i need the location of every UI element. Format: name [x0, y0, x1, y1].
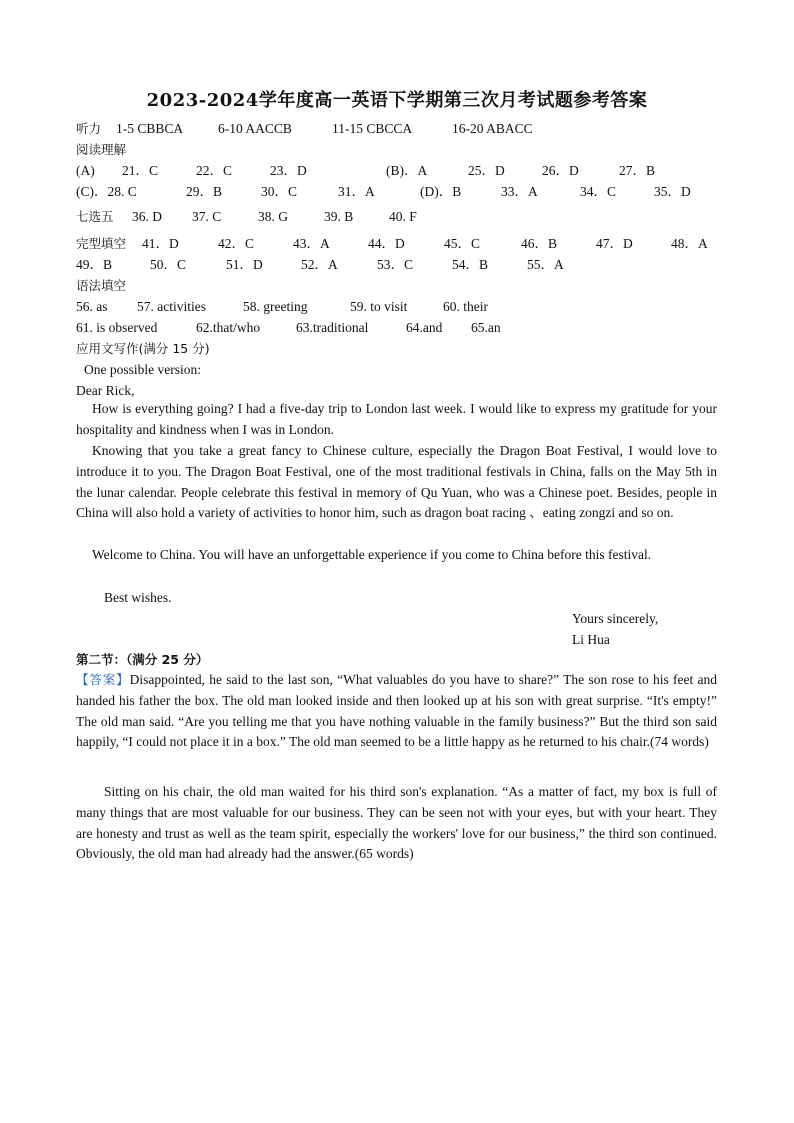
cloze-answer: 44．D: [368, 236, 405, 251]
grammar-answer: 60. their: [443, 299, 488, 314]
reading-answer: 25．D: [468, 163, 505, 178]
reading-answer: (C)．28. C: [76, 184, 137, 199]
grammar-label: 语法填空: [76, 278, 127, 293]
letter-signature: Li Hua: [572, 632, 610, 647]
continuation-paragraph-2: Sitting on his chair, the old man waited for his third son's explanation. “As a matter of fact, my box is full of many things that are most valuable for our business. They can be seen not with your eyes, but with your heart. They are honesty and trust as well as the team spirit, especially the workers' love for our business,” the third son continued. Obviously, the old man had already had the answer.(65 words): [76, 784, 717, 862]
seven-five-answer: 40. F: [389, 209, 417, 224]
reading-answer: 29．B: [186, 184, 223, 199]
reading-answer: 21．C: [122, 163, 159, 178]
cloze-answer: 55．A: [527, 257, 564, 272]
listening-group-1: 1-5 CBBCA: [116, 121, 184, 136]
page-title: 2023-2024学年度高一英语下学期第三次月考试题参考答案: [146, 90, 648, 111]
letter-closing: Yours sincerely,: [572, 611, 659, 626]
reading-answer: 35．D: [654, 184, 691, 199]
grammar-answer: 57. activities: [137, 299, 206, 314]
cloze-answer: 49．B: [76, 257, 113, 272]
cloze-answer: 47．D: [596, 236, 633, 251]
seven-five-label: 七选五: [76, 209, 114, 224]
listening-group-2: 6-10 AACCB: [218, 121, 292, 136]
seven-five-answer: 36. D: [132, 209, 162, 224]
cloze-answer: 53．C: [377, 257, 414, 272]
letter-paragraph-3: Welcome to China. You will have an unforgettable experience if you come to China before this festival.: [92, 547, 652, 562]
cloze-answer: 43．A: [293, 236, 330, 251]
reading-answer: 27．B: [619, 163, 656, 178]
reading-answer: 33．A: [501, 184, 538, 199]
continuation-paragraph-1: 【答案】Disappointed, he said to the last son, “What valuables do you have to share?” The son rose to his feet and handed his father the box. The old man looked inside and then looked up at his son with great surprise. “It's empty!” The old man said. “Are you telling me that you have nothing valuable in the family business?” But the third son said happily, “I could not place it in a box.” The old man seemed to be a little happy as he returned to his chair.(74 words): [76, 672, 717, 750]
cloze-answer: 41．D: [142, 236, 179, 251]
cloze-answer: 46．B: [521, 236, 558, 251]
writing-label: 应用文写作(满分 15 分): [76, 341, 210, 356]
writing-version: One possible version:: [84, 362, 201, 377]
reading-answer: (A): [76, 163, 95, 178]
listening-group-4: 16-20 ABACC: [452, 121, 533, 136]
listening-label: 听力: [76, 121, 102, 136]
reading-answer: 34．C: [580, 184, 617, 199]
reading-label: 阅读理解: [76, 142, 127, 157]
reading-answer: 23．D: [270, 163, 307, 178]
cloze-answer: 52．A: [301, 257, 338, 272]
cloze-answer: 50．C: [150, 257, 187, 272]
cloze-answer: 42．C: [218, 236, 255, 251]
reading-answer: 31．A: [338, 184, 375, 199]
letter-greeting: Dear Rick,: [76, 383, 135, 398]
seven-five-answer: 39. B: [324, 209, 354, 224]
listening-group-3: 11-15 CBCCA: [332, 121, 413, 136]
seven-five-answer: 37. C: [192, 209, 222, 224]
reading-answer: (B)．A: [386, 163, 428, 178]
grammar-answer: 63.traditional: [296, 320, 369, 335]
grammar-answer: 65.an: [471, 320, 501, 335]
grammar-answer: 64.and: [406, 320, 443, 335]
reading-answer: 22．C: [196, 163, 233, 178]
cloze-answer: 48．A: [671, 236, 708, 251]
grammar-answer: 62.that/who: [196, 320, 261, 335]
grammar-answer: 56. as: [76, 299, 108, 314]
grammar-answer: 58. greeting: [243, 299, 308, 314]
section-2-label: 第二节：（满分 25 分）: [76, 652, 209, 667]
answer-tag: 【答案】: [76, 672, 130, 687]
cloze-answer: 54．B: [452, 257, 489, 272]
reading-answer: 30．C: [261, 184, 298, 199]
reading-answer: (D)．B: [420, 184, 462, 199]
cloze-answer: 45．C: [444, 236, 481, 251]
letter-wishes: Best wishes.: [104, 590, 172, 605]
cloze-answer: 51．D: [226, 257, 263, 272]
grammar-answer: 59. to visit: [350, 299, 408, 314]
letter-paragraph-2: Knowing that you take a great fancy to Chinese culture, especially the Dragon Boat Festival, I would love to introduce it to you. The Dragon Boat Festival, one of the most traditional festivals in China, falls on the May 5th in the lunar calendar. People celebrate this festival in memory of Qu Yuan, who was a Chinese poet. Besides, people in China will also hold a variety of activities to honor him, such as dragon boat racing 、eating zongzi and so on.: [76, 443, 717, 521]
cloze-label: 完型填空: [76, 236, 127, 251]
seven-five-answer: 38. G: [258, 209, 288, 224]
letter-paragraph-1: How is everything going? I had a five-day trip to London last week. I would like to express my gratitude for your hospitality and kindness when I was in London.: [76, 401, 717, 437]
reading-answer: 26．D: [542, 163, 579, 178]
grammar-answer: 61. is observed: [76, 320, 158, 335]
